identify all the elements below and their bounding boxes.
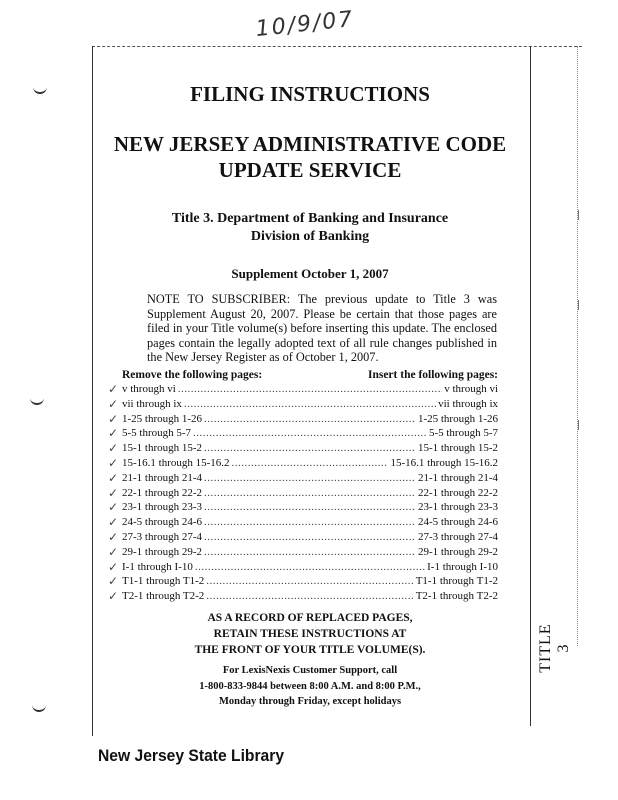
table-row	[108, 500, 498, 515]
page-title: FILING INSTRUCTIONS	[190, 82, 430, 106]
insert-pages: 15-16.1 through 15-16.2	[390, 456, 498, 469]
insert-pages: 23-1 through 23-3	[417, 501, 498, 514]
page-right-border	[530, 46, 531, 726]
remove-pages: 15-1 through 15-2	[122, 442, 203, 455]
dot-leader	[206, 589, 413, 604]
remove-pages: 29-1 through 29-2	[122, 545, 203, 558]
page-top-border	[92, 46, 582, 47]
record-notice	[100, 610, 520, 658]
handwritten-check-icon: ✓	[108, 589, 119, 604]
handwritten-check-icon: ✓	[108, 574, 119, 589]
edge-mark	[578, 420, 579, 430]
table-row	[108, 574, 498, 589]
dot-leader	[204, 530, 416, 545]
remove-pages: 5-5 through 5-7	[122, 427, 192, 440]
table-row	[108, 559, 498, 575]
insert-pages: 22-1 through 22-2	[417, 486, 498, 499]
remove-pages: 24-5 through 24-6	[122, 516, 203, 529]
handwritten-check-icon: ✓	[108, 396, 119, 411]
page-table	[108, 382, 498, 604]
remove-pages: I-1 through I-10	[122, 560, 193, 573]
remove-pages: 1-25 through 1-26	[122, 412, 203, 425]
insert-pages: vii through ix	[438, 397, 498, 410]
table-row	[108, 411, 498, 427]
remove-pages: 15-16.1 through 15-16.2	[122, 456, 230, 469]
dot-leader	[206, 574, 413, 589]
insert-pages: T1-1 through T1-2	[415, 575, 498, 588]
insert-pages: I-1 through I-10	[427, 560, 498, 573]
handwritten-check-icon: ✓	[108, 485, 119, 500]
handwritten-check-icon: ✓	[108, 470, 119, 485]
remove-pages: v through vi	[122, 383, 176, 395]
table-row	[108, 455, 498, 471]
page-left-border	[92, 46, 93, 736]
insert-pages: v through vi	[444, 383, 498, 395]
insert-header: Insert the following pages:	[367, 369, 498, 381]
insert-pages: T2-1 through T2-2	[415, 590, 498, 603]
dot-leader	[232, 456, 389, 471]
table-row	[108, 544, 498, 560]
punch-hole-mark	[32, 700, 46, 712]
remove-pages: 22-1 through 22-2	[122, 486, 203, 499]
table-row	[108, 485, 498, 501]
dot-leader	[204, 545, 416, 560]
insert-pages: 29-1 through 29-2	[417, 545, 498, 558]
edge-mark	[578, 210, 579, 220]
subscriber-note: NOTE TO SUBSCRIBER: The previous update to Title 3 was Supplement August 20, 2007. Please be certain that those pages are filed in your Title volume(s) before inserting this update. The enclosed pages contain the legally adopted text of all rule changes published in the New Jersey Register as of October 1, 2007.	[147, 292, 497, 365]
insert-pages: 15-1 through 15-2	[417, 442, 498, 455]
handwritten-check-icon: ✓	[108, 426, 119, 441]
dot-leader	[178, 382, 442, 397]
insert-pages: 24-5 through 24-6	[417, 516, 498, 529]
handwritten-date: 10/9/07	[254, 6, 356, 43]
punch-hole-mark	[30, 393, 44, 405]
table-row	[108, 441, 498, 456]
table-row	[108, 426, 498, 441]
insert-pages: 21-1 through 21-4	[417, 471, 498, 484]
handwritten-check-icon: ✓	[108, 559, 119, 574]
dot-leader	[204, 486, 416, 501]
table-row	[108, 529, 498, 545]
remove-pages: 21-1 through 21-4	[122, 471, 203, 484]
title-info	[100, 210, 520, 246]
table-row	[108, 589, 498, 604]
dot-leader	[204, 500, 416, 515]
table-row	[108, 382, 498, 397]
insert-pages: 1-25 through 1-26	[417, 412, 498, 425]
punch-hole-mark	[33, 82, 47, 94]
title-tab-label: TITLE 3	[537, 623, 572, 673]
library-stamp: New Jersey State Library	[98, 746, 285, 765]
remove-pages: T2-1 through T2-2	[122, 590, 205, 603]
table-row	[108, 396, 498, 412]
handwritten-check-icon: ✓	[108, 411, 119, 426]
dot-leader	[204, 412, 416, 427]
handwritten-check-icon: ✓	[108, 382, 119, 396]
remove-pages: vii through ix	[122, 397, 182, 410]
code-title-line1: NEW JERSEY ADMINISTRATIVE CODE	[113, 132, 507, 156]
supplement-date: Supplement October 1, 2007	[231, 266, 389, 281]
handwritten-check-icon: ✓	[108, 515, 119, 530]
dot-leader	[204, 471, 416, 486]
edge-mark	[578, 300, 579, 310]
dot-leader	[184, 397, 436, 412]
remove-pages: 23-1 through 23-3	[122, 501, 203, 514]
insert-pages: 5-5 through 5-7	[428, 427, 498, 440]
handwritten-check-icon: ✓	[108, 544, 119, 559]
dot-leader	[193, 426, 427, 441]
title-info-line1: Title 3. Department of Banking and Insurance	[171, 211, 449, 226]
remove-header: Remove the following pages:	[122, 369, 263, 381]
dot-leader	[204, 515, 416, 530]
code-title-line2: UPDATE SERVICE	[218, 158, 402, 182]
handwritten-check-icon: ✓	[108, 529, 119, 544]
remove-pages: T1-1 through T1-2	[122, 575, 205, 588]
record-line1: AS A RECORD OF REPLACED PAGES,	[207, 612, 413, 624]
remove-pages: 27-3 through 27-4	[122, 530, 203, 543]
title-info-line2: Division of Banking	[250, 229, 370, 244]
support-line2: 1-800-833-9844 between 8:00 A.M. and 8:00 P.M.,	[199, 680, 421, 692]
dot-leader	[204, 441, 416, 456]
table-row	[108, 515, 498, 530]
handwritten-check-icon: ✓	[108, 500, 119, 515]
tab-edge-border	[577, 46, 578, 646]
code-title	[100, 131, 520, 183]
record-line2: RETAIN THESE INSTRUCTIONS AT	[213, 628, 407, 640]
record-line3: THE FRONT OF YOUR TITLE VOLUME(S).	[194, 644, 426, 656]
support-line3: Monday through Friday, except holidays	[218, 696, 402, 707]
support-line1: For LexisNexis Customer Support, call	[222, 665, 398, 676]
table-row	[108, 470, 498, 486]
dot-leader	[195, 560, 425, 575]
insert-pages: 27-3 through 27-4	[417, 530, 498, 543]
customer-support	[100, 663, 520, 710]
handwritten-check-icon: ✓	[108, 441, 119, 456]
handwritten-check-icon: ✓	[108, 455, 119, 470]
